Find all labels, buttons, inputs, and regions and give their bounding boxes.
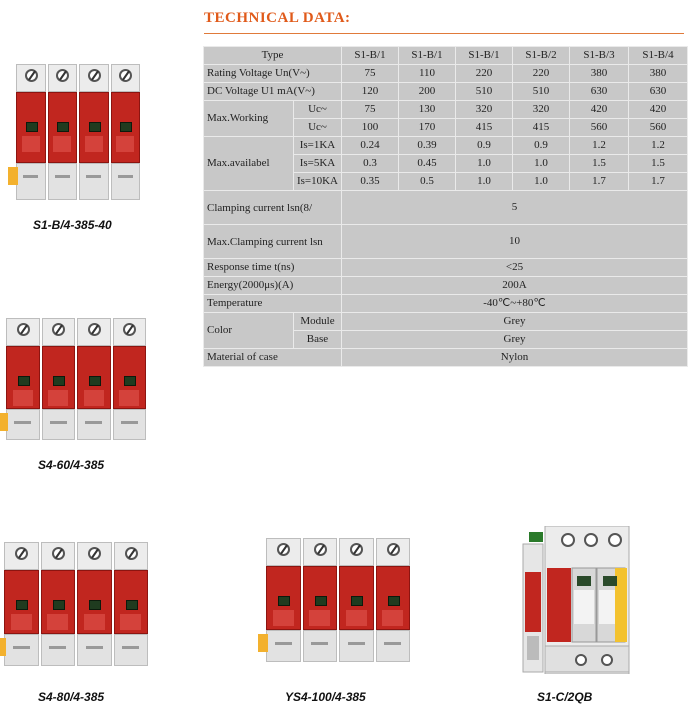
table-row-max-clamping [204,225,688,259]
module-label [116,136,134,152]
table-row-energy [204,277,688,295]
module-label [382,610,403,626]
cell: -40℃~+80℃ [342,295,688,313]
cell: 0.45 [399,155,456,173]
product-image [266,538,412,662]
spd-module [111,64,141,200]
status-window [315,596,327,606]
module-base [113,409,147,440]
din-rail [23,175,38,178]
row-label: Temperature [204,295,342,313]
module-label [53,136,71,152]
product-image [16,64,142,200]
cell: Grey [342,331,688,349]
status-window [53,600,65,610]
row-label: Clamping current lsn(8/ [204,191,342,225]
cell: 560 [570,119,629,137]
row-label: Energy(2000μs)(A) [204,277,342,295]
product-caption: S4-60/4-385 [38,458,105,472]
cell: 100 [342,119,399,137]
status-window [126,600,138,610]
product-image [4,542,150,666]
cell: 0.35 [342,173,399,191]
terminal-screw-icon [17,323,30,336]
spd-module [113,318,147,440]
cell: 320 [456,101,513,119]
din-rail [14,421,31,424]
cell: 1.7 [570,173,629,191]
spd-module [339,538,374,662]
module-base [79,163,109,200]
cell: <25 [342,259,688,277]
cell: 1.0 [513,173,570,191]
cell: 1.5 [629,155,688,173]
warning-tag [8,167,18,185]
cell: 200 [399,83,456,101]
terminal-screw-icon [25,69,38,82]
cell: 1.7 [629,173,688,191]
din-rail [121,421,138,424]
sub-label: Base [294,331,342,349]
cell: 630 [570,83,629,101]
cell: 1.0 [513,155,570,173]
module-label [85,136,103,152]
table-row-dc-voltage [204,83,688,101]
cell: 510 [456,83,513,101]
module-base [48,163,78,200]
module-base [41,634,76,666]
module-label [13,390,33,406]
module-label [48,390,68,406]
terminal-screw-icon [52,547,65,560]
module-base [4,634,39,666]
status-window [89,376,101,386]
din-rail [86,175,101,178]
product-caption: S1-B/4-385-40 [33,218,112,232]
status-window [26,122,38,132]
sub-label: Module [294,313,342,331]
module-base [42,409,76,440]
warning-tag [0,413,8,431]
status-window [388,596,400,606]
din-rail [348,642,365,645]
status-window [124,376,136,386]
spd-module [42,318,76,440]
status-window [120,122,132,132]
module-base [16,163,46,200]
cell: 200A [342,277,688,295]
module-label [119,390,139,406]
spd-module [4,542,39,666]
sub-label: Is=1KA [294,137,342,155]
table-row-max-working [204,101,688,119]
status-window [18,376,30,386]
din-rail [86,646,103,649]
technical-data-table [203,46,688,367]
type-col: S1-B/2 [513,47,570,65]
status-window [89,122,101,132]
module-base [6,409,40,440]
cell: 415 [456,119,513,137]
spd-module [114,542,149,666]
cell: 10 [342,225,688,259]
cell: 0.3 [342,155,399,173]
cell: 1.2 [570,137,629,155]
product-image [6,318,148,440]
table-row-rating-voltage [204,65,688,83]
module-label [84,390,104,406]
cell: Nylon [342,349,688,367]
cell: 110 [399,65,456,83]
cell: 320 [513,101,570,119]
cell: 0.9 [513,137,570,155]
cell: 1.0 [456,155,513,173]
table-row-type [204,47,688,65]
din-rail [118,175,133,178]
row-label: Response time t(ns) [204,259,342,277]
row-label: DC Voltage U1 mA(V~) [204,83,342,101]
terminal-screw-icon [387,543,400,556]
table-row-temperature [204,295,688,313]
cell: 170 [399,119,456,137]
table-row-clamping-current [204,191,688,225]
module-base [266,630,301,662]
type-label: Type [204,47,342,65]
module-label [47,614,68,630]
din-rail [85,421,102,424]
status-window [351,596,363,606]
din-rail [55,175,70,178]
cell: 220 [456,65,513,83]
spd-module [41,542,76,666]
module-label [346,610,367,626]
cell: 5 [342,191,688,225]
type-col: S1-B/1 [342,47,399,65]
terminal-screw-icon [88,323,101,336]
table-row-max-available [204,137,688,155]
terminal-screw-icon [88,69,101,82]
sub-label: Is=5KA [294,155,342,173]
spd-module [6,318,40,440]
module-base [114,634,149,666]
sub-label: Uc~ [294,119,342,137]
status-window [53,376,65,386]
warning-tag [0,638,6,656]
cell: 0.24 [342,137,399,155]
heading-rule [204,33,684,34]
status-window [16,600,28,610]
row-label: Color [204,313,294,349]
product-image [521,526,633,674]
cell: 0.9 [456,137,513,155]
cell: 1.5 [570,155,629,173]
section-heading: TECHNICAL DATA: [204,10,351,26]
cell: 1.0 [456,173,513,191]
module-base [339,630,374,662]
row-label: Material of case [204,349,342,367]
cell: 75 [342,101,399,119]
module-base [376,630,411,662]
table-row-material [204,349,688,367]
status-window [278,596,290,606]
cell: 415 [513,119,570,137]
din-rail [384,642,401,645]
sub-label: Uc~ [294,101,342,119]
terminal-screw-icon [314,543,327,556]
table-row-color-module [204,313,688,331]
module-label [11,614,32,630]
spd-module [303,538,338,662]
product-caption: S4-80/4-385 [38,690,105,704]
status-window [57,122,69,132]
cell: 0.39 [399,137,456,155]
module-base [303,630,338,662]
din-rail [275,642,292,645]
type-col: S1-B/4 [629,47,688,65]
row-label: Rating Voltage Un(V~) [204,65,342,83]
cell: 560 [629,119,688,137]
din-rail [50,421,67,424]
spd-c-illustration [521,526,633,674]
cell: 510 [513,83,570,101]
module-base [77,409,111,440]
warning-tag [258,634,268,652]
cell: 420 [570,101,629,119]
spd-module [77,318,111,440]
type-col: S1-B/1 [456,47,513,65]
product-caption: S1-C/2QB [537,690,593,704]
sub-label: Is=10KA [294,173,342,191]
spd-module [266,538,301,662]
module-label [273,610,294,626]
product-caption: YS4-100/4-385 [285,690,366,704]
cell: 0.5 [399,173,456,191]
status-window [89,600,101,610]
din-rail [122,646,139,649]
cell: 120 [342,83,399,101]
spd-module [376,538,411,662]
module-label [309,610,330,626]
terminal-screw-icon [125,547,138,560]
cell: 75 [342,65,399,83]
cell: 220 [513,65,570,83]
cell: 630 [629,83,688,101]
cell: Grey [342,313,688,331]
spd-module [77,542,112,666]
din-rail [49,646,66,649]
cell: 380 [570,65,629,83]
module-label [84,614,105,630]
module-label [120,614,141,630]
module-label [22,136,40,152]
spd-module [48,64,78,200]
cell: 380 [629,65,688,83]
row-label: Max.availabel [204,137,294,191]
cell: 1.2 [629,137,688,155]
spd-module [16,64,46,200]
module-base [111,163,141,200]
table-row-response-time [204,259,688,277]
cell: 420 [629,101,688,119]
type-col: S1-B/1 [399,47,456,65]
row-label: Max.Working [204,101,294,137]
spd-module [79,64,109,200]
type-col: S1-B/3 [570,47,629,65]
module-base [77,634,112,666]
din-rail [311,642,328,645]
din-rail [13,646,30,649]
row-label: Max.Clamping current lsn [204,225,342,259]
cell: 130 [399,101,456,119]
